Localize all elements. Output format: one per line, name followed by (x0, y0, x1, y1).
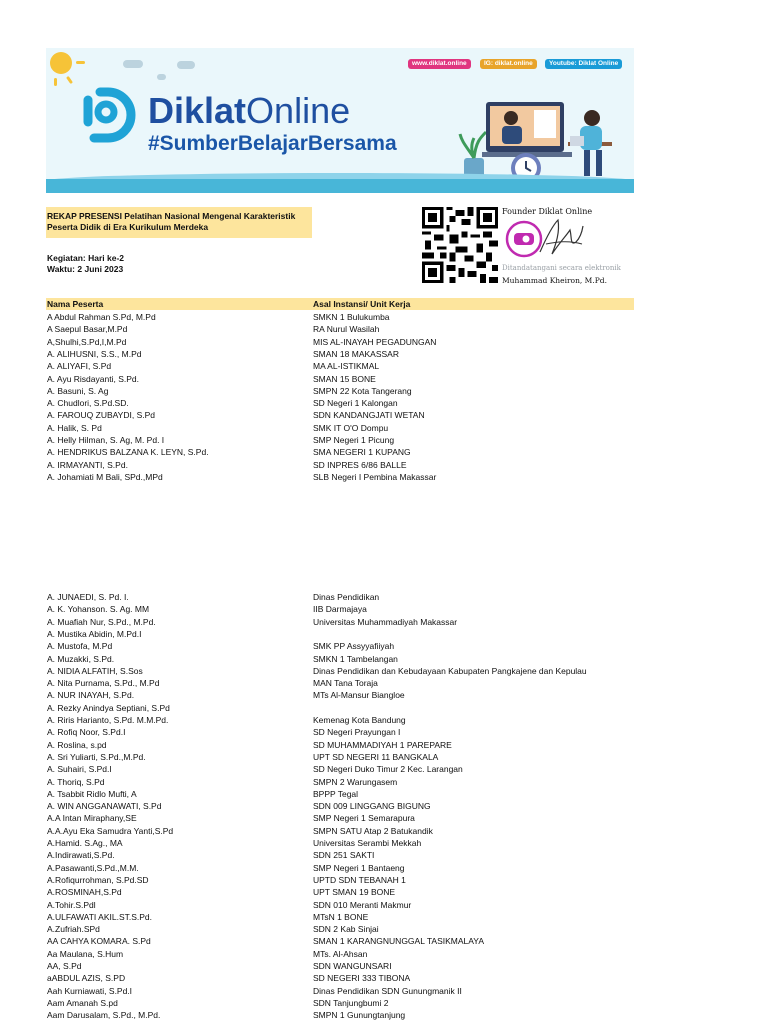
table-row (47, 348, 647, 360)
participant-name: A. Thoriq, S.Pd (47, 776, 105, 787)
participant-name: Aa Maulana, S.Hum (47, 948, 124, 959)
table-row (47, 702, 647, 714)
table-row (47, 788, 647, 800)
participant-name: A. Rofiq Noor, S.Pd.I (47, 727, 126, 738)
participant-institution: SMP Negeri 1 Bantaeng (313, 862, 405, 873)
participant-name: A Abdul Rahman S.Pd, M.Pd (47, 312, 156, 322)
participant-institution: Universitas Muhammadiyah Makassar (313, 616, 458, 627)
participant-name: A. Mustofa, M.Pd (47, 641, 113, 652)
column-header-institution: Asal Instansi/ Unit Kerja (313, 299, 411, 309)
brand-hashtag: #SumberBelajarBersama (148, 132, 397, 155)
table-row (47, 471, 647, 483)
digital-signature-note: Ditandatangani secara elektronik (502, 264, 621, 272)
brand-name: DiklatOnline (148, 90, 351, 131)
participant-institution: SDN Tanjungbumi 2 (313, 997, 389, 1008)
participant-institution: SMKN 1 Bulukumba (313, 312, 390, 322)
signature-role: Founder Diklat Online (502, 207, 593, 216)
table-row (47, 960, 647, 972)
participant-institution: SD MUHAMMADIYAH 1 PAREPARE (313, 739, 452, 750)
participant-institution: SMPN 1 Gunungtanjung (313, 1010, 406, 1021)
participant-name: A. NIDIA ALFATIH, S.Sos (47, 665, 143, 676)
sun-icon (50, 52, 72, 74)
participant-name: A.ULFAWATI AKIL.ST.S.Pd. (47, 911, 153, 922)
participant-institution: SMA NEGERI 1 KUPANG (313, 447, 411, 458)
participant-institution: SDN 010 Meranti Makmur (313, 899, 412, 910)
participant-name: A. Roslina, s.pd (47, 739, 107, 750)
table-row (47, 653, 647, 665)
participant-name: AA, S.Pd (47, 961, 82, 971)
participant-institution: SMAN 18 MAKASSAR (313, 348, 399, 359)
participant-institution: SMKN 1 Tambelangan (313, 653, 398, 664)
qr-code-icon (422, 207, 498, 283)
participant-institution: SMPN 2 Warungasem (313, 776, 398, 787)
participant-institution: SMK IT O'O Dompu (313, 422, 389, 433)
table-row (47, 311, 647, 323)
diklat-logo-icon (78, 86, 136, 144)
participant-name: A.Indirawati,S.Pd. (47, 850, 115, 861)
participant-name: A. Tsabbit Ridlo Mufti, A (47, 788, 137, 799)
table-row (47, 640, 647, 652)
participant-institution: MTs Al-Mansur Biangloe (313, 690, 405, 701)
table-row (47, 336, 647, 348)
participant-name: A. ALIHUSNI, S.S., M.Pd (47, 348, 142, 359)
participant-name: A. Sri Yuliarti, S.Pd.,M.Pd. (47, 751, 146, 762)
participant-institution: SMP Negeri 1 Picung (313, 435, 395, 445)
participant-name: A.A Intan Miraphany,SE (47, 813, 137, 824)
participant-institution: UPT SD NEGERI 11 BANGKALA (313, 751, 439, 762)
instagram-link[interactable]: IG: diklat.online (480, 59, 537, 69)
participant-institution: SDN 009 LINGGANG BIGUNG (313, 801, 431, 812)
participant-name: A. Halik, S. Pd (47, 422, 102, 433)
participant-institution: SD Negeri Duko Timur 2 Kec. Larangan (313, 764, 463, 775)
participant-institution: UPT SMAN 19 BONE (313, 887, 396, 898)
cloud-icon (157, 74, 166, 80)
participant-institution: SDN KANDANGJATI WETAN (313, 410, 425, 421)
table-row (47, 360, 647, 372)
participant-name: A. Basuni, S. Ag (47, 385, 109, 396)
table-row (47, 935, 647, 947)
table-row (47, 385, 647, 397)
participant-name: Aam Darusalam, S.Pd., M.Pd. (47, 1010, 161, 1021)
table-row (47, 849, 647, 861)
participant-institution: SD NEGERI 333 TIBONA (313, 973, 411, 984)
participant-name: Aah Kurniawati, S.Pd.I (47, 985, 133, 996)
participant-institution: MTs. Al-Ahsan (313, 948, 368, 959)
table-row (47, 323, 647, 335)
participant-name: A. NUR INAYAH, S.Pd. (47, 690, 135, 701)
table-row (47, 985, 647, 997)
table-row (47, 373, 647, 385)
table-row (47, 616, 647, 628)
table-row (47, 422, 647, 434)
participant-institution: SD INPRES 6/86 BALLE (313, 459, 407, 470)
table-row (47, 825, 647, 837)
participant-name: A. WIN ANGGANAWATI, S.Pd (47, 801, 162, 812)
table-row (47, 763, 647, 775)
participant-institution: SMP Negeri 1 Semarapura (313, 813, 415, 824)
table-row (47, 434, 647, 446)
participant-name: A,Shulhi,S.Pd,I,M.Pd (47, 336, 127, 347)
column-header-name: Nama Peserta (47, 299, 104, 309)
participant-institution: MA AL-ISTIKMAL (313, 361, 380, 372)
table-row (47, 972, 647, 984)
participant-name: A. Ayu Risdayanti, S.Pd. (47, 373, 139, 384)
table-row (47, 665, 647, 677)
table-row (47, 948, 647, 960)
participant-institution: Dinas Pendidikan SDN Gunungmanik II (313, 985, 462, 996)
table-row (47, 776, 647, 788)
participant-name: A. ALIYAFI, S.Pd (47, 361, 112, 372)
participant-institution: SMK PP Assyyafiiyah (313, 641, 395, 652)
participant-name: A.Hamid. S.Ag., MA (47, 838, 123, 848)
participant-institution: BPPP Tegal (313, 788, 359, 799)
signatory-name: Muhammad Kheiron, M.Pd. (502, 276, 607, 285)
handwritten-signature (536, 214, 586, 260)
participant-name: A.Pasawanti,S.Pd.,M.M. (47, 862, 139, 873)
table-row (47, 812, 647, 824)
participant-name: A. Nita Purnama, S.Pd., M.Pd (47, 678, 160, 689)
participant-name: Aam Amanah S.pd (47, 997, 118, 1008)
participant-institution: UPTD SDN TEBANAH 1 (313, 874, 406, 885)
table-row (47, 886, 647, 898)
participant-name: A. Muzakki, S.Pd. (47, 653, 115, 664)
table-row (47, 862, 647, 874)
youtube-link[interactable]: Youtube: Diklat Online (545, 59, 622, 69)
table-row (47, 397, 647, 409)
participant-institution: RA Nurul Wasilah (313, 324, 380, 335)
participant-name: A. IRMAYANTI, S.Pd. (47, 459, 128, 470)
participant-name: A. Chudlori, S.Pd.SD. (47, 398, 129, 409)
table-row (47, 409, 647, 421)
participant-name: A.A.Ayu Eka Samudra Yanti,S.Pd (47, 825, 174, 836)
participant-name: A. JUNAEDI, S. Pd. I. (47, 592, 129, 602)
participant-institution: Universitas Serambi Mekkah (313, 838, 422, 848)
sun-ray-icon (54, 78, 57, 86)
participant-institution: IIB Darmajaya (313, 604, 367, 615)
participant-name: A. Johamiati M Bali, SPd.,MPd (47, 471, 163, 482)
table-row (47, 446, 647, 458)
participant-name: A.Tohir.S.Pdl (47, 899, 96, 910)
activity-label: Kegiatan: Hari ke-2 (47, 253, 124, 263)
participant-name: A. FAROUQ ZUBAYDI, S.Pd (47, 410, 156, 421)
participant-institution: SD Negeri Prayungan I (313, 727, 401, 738)
participant-institution: SD Negeri 1 Kalongan (313, 398, 398, 409)
sun-ray-icon (66, 76, 73, 84)
participant-name: A. Mustika Abidin, M.Pd.I (47, 628, 142, 639)
table-row (47, 714, 647, 726)
participant-name: A.Zufriah.SPd (47, 924, 100, 935)
table-row (47, 800, 647, 812)
participant-institution: SDN 251 SAKTI (313, 850, 375, 861)
participant-name: A. K. Yohanson. S. Ag. MM (47, 604, 150, 615)
participant-institution: MIS AL-INAYAH PEGADUNGAN (313, 336, 437, 347)
table-row (47, 899, 647, 911)
participant-institution: SMPN SATU Atap 2 Batukandik (313, 825, 433, 836)
participant-institution: SDN WANGUNSARI (313, 961, 392, 971)
table-row (47, 923, 647, 935)
header-banner (46, 48, 634, 193)
table-row (47, 591, 647, 603)
participant-name: A. Rezky Anindya Septiani, S.Pd (47, 702, 170, 713)
table-row (47, 603, 647, 615)
participant-name: A Saepul Basar,M.Pd (47, 324, 128, 335)
participant-institution: SMAN 15 BONE (313, 373, 376, 384)
participant-name: A. HENDRIKUS BALZANA K. LEYN, S.Pd. (47, 447, 209, 458)
participant-name: A. Suhairi, S.Pd.I (47, 764, 112, 775)
table-row (47, 739, 647, 751)
participant-institution: Dinas Pendidikan dan Kebudayaan Kabupaten Pangkajene dan Kepulau (313, 665, 587, 676)
participant-institution: SMAN 1 KARANGNUNGGAL TASIKMALAYA (313, 936, 484, 947)
participant-name: A.Rofiqurrohman, S.Pd.SD (47, 874, 149, 885)
table-row (47, 677, 647, 689)
date-label: Waktu: 2 Juni 2023 (47, 264, 124, 274)
table-row (47, 1009, 647, 1021)
table-row (47, 726, 647, 738)
participant-name: A. Muafiah Nur, S.Pd., M.Pd. (47, 616, 156, 627)
table-row (47, 837, 647, 849)
participant-institution: Kemenag Kota Bandung (313, 715, 406, 725)
participant-institution: MAN Tana Toraja (313, 678, 378, 689)
participant-institution: SMPN 22 Kota Tangerang (313, 385, 412, 396)
table-row (47, 628, 647, 640)
sun-ray-icon (76, 61, 85, 64)
participant-name: A.ROSMINAH,S.Pd (47, 887, 122, 898)
participant-name: aABDUL AZIS, S.PD (47, 973, 126, 984)
participant-institution: MTsN 1 BONE (313, 911, 369, 922)
report-title: REKAP PRESENSI Pelatihan Nasional Mengenal Karakteristik Peserta Didik di Era Kurikulum Merdeka (47, 211, 296, 232)
participant-institution: SLB Negeri I Pembina Makassar (313, 471, 437, 482)
participant-institution: SDN 2 Kab Sinjai (313, 924, 379, 935)
cloud-icon (177, 61, 195, 69)
cloud-icon (123, 60, 143, 68)
water-decoration (46, 179, 634, 193)
table-row (47, 997, 647, 1009)
table-row (47, 751, 647, 763)
participant-name: AA CAHYA KOMARA. S.Pd (47, 936, 151, 947)
table-row (47, 459, 647, 471)
website-link[interactable]: www.diklat.online (408, 59, 471, 69)
table-row (47, 689, 647, 701)
participant-name: A. Helly Hilman, S. Ag, M. Pd. I (47, 435, 165, 445)
participant-institution: Dinas Pendidikan (313, 592, 380, 602)
table-row (47, 911, 647, 923)
table-row (47, 874, 647, 886)
participant-name: A. Riris Harianto, S.Pd. M.M.Pd. (47, 715, 169, 725)
